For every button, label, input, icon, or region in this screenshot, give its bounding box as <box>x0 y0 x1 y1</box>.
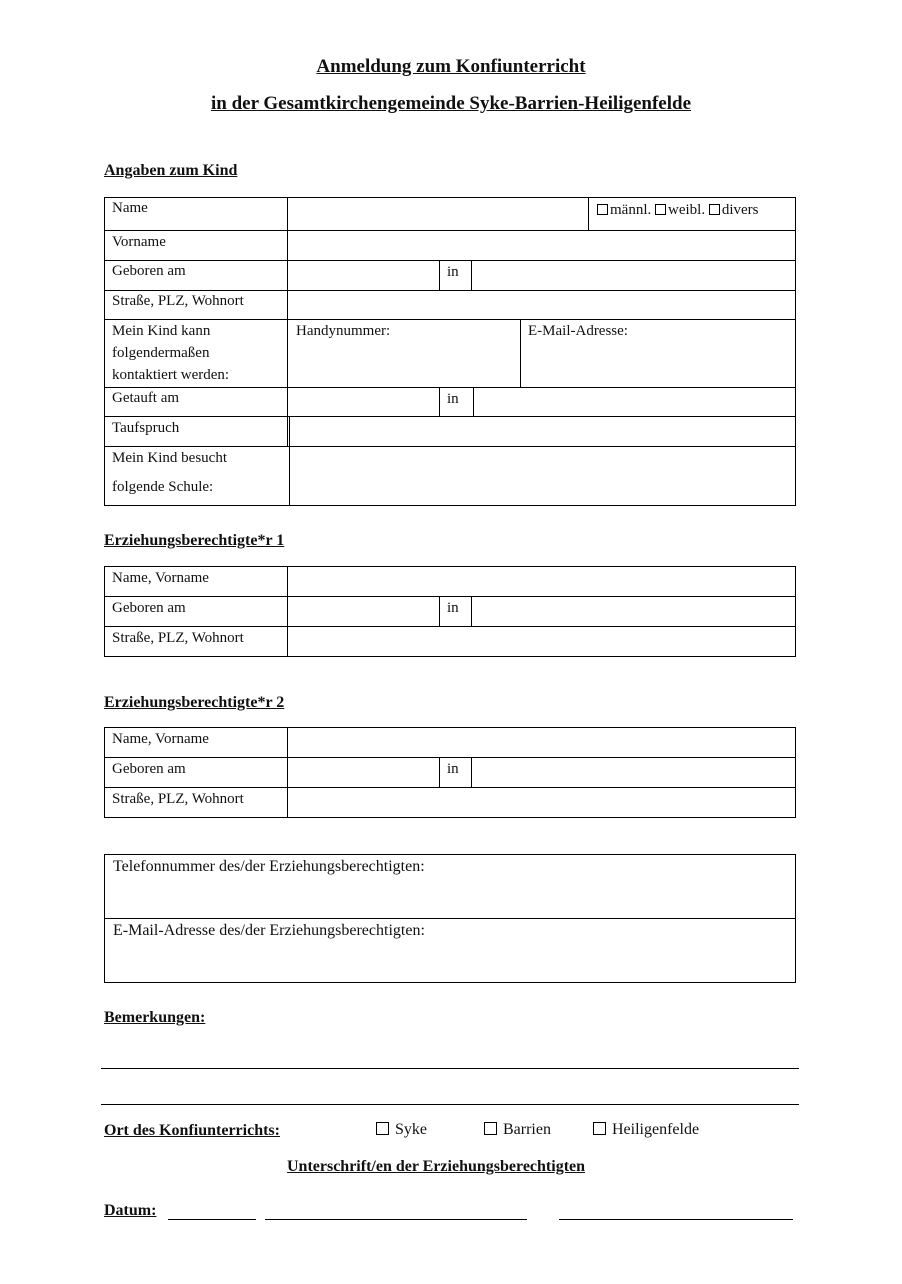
guardian2-address-field[interactable] <box>288 788 795 817</box>
child-baptism-verse-field[interactable] <box>290 417 795 446</box>
date-line[interactable] <box>168 1219 256 1220</box>
child-firstname-field[interactable] <box>288 231 795 260</box>
guardian2-name-field[interactable] <box>288 728 795 757</box>
child-school-label-1: Mein Kind besucht <box>112 450 227 466</box>
remarks-line-1[interactable] <box>101 1068 799 1069</box>
child-born-place-field[interactable] <box>472 261 795 290</box>
child-name-label: Name <box>112 200 148 216</box>
guardian1-section-heading: Erziehungsberechtigte*r 1 <box>104 532 285 549</box>
checkbox-icon <box>709 204 720 215</box>
child-contact-label-3: kontaktiert werden: <box>112 367 230 383</box>
location-option-heiligenfelde[interactable]: Heiligenfelde <box>593 1119 699 1141</box>
guardian2-born-label: Geboren am <box>112 761 186 777</box>
gender-option-male[interactable]: männl. <box>597 202 651 218</box>
child-mobile-label: Handynummer: <box>296 323 391 339</box>
location-label: Ort des Konfiunterrichts: <box>104 1122 280 1139</box>
signature-heading: Unterschrift/en der Erziehungsberechtigten <box>286 1158 586 1175</box>
date-label: Datum: <box>104 1202 157 1219</box>
remarks-line-2[interactable] <box>101 1104 799 1105</box>
child-email-label: E-Mail-Adresse: <box>528 323 628 339</box>
child-contact-label-2: folgendermaßen <box>112 345 210 361</box>
remarks-heading: Bemerkungen: <box>104 1009 206 1026</box>
gender-option-diverse[interactable]: divers <box>709 202 759 218</box>
child-school-field[interactable] <box>290 447 795 505</box>
child-baptism-verse-label: Taufspruch <box>112 420 180 436</box>
child-section-heading: Angaben zum Kind <box>104 162 238 179</box>
checkbox-icon <box>484 1122 497 1135</box>
child-email-field[interactable] <box>521 342 795 387</box>
guardian1-born-in-label: in <box>447 600 459 616</box>
guardian2-born-in-label: in <box>447 761 459 777</box>
child-baptized-place-field[interactable] <box>474 388 795 416</box>
guardian2-born-place-field[interactable] <box>472 758 795 787</box>
child-baptized-in-label: in <box>447 391 459 407</box>
guardian1-born-label: Geboren am <box>112 600 186 616</box>
guardian1-born-date-field[interactable] <box>288 597 439 626</box>
guardian2-name-label: Name, Vorname <box>112 731 209 747</box>
checkbox-icon <box>593 1122 606 1135</box>
signature-line-1[interactable] <box>265 1219 527 1220</box>
guardian-email-field[interactable] <box>105 944 795 982</box>
child-mobile-field[interactable] <box>288 342 520 387</box>
page-subtitle: in der Gesamtkirchengemeinde Syke-Barrien-Heiligenfelde <box>210 93 692 114</box>
child-born-in-label: in <box>447 264 459 280</box>
guardian1-name-field[interactable] <box>288 567 795 596</box>
guardian1-born-place-field[interactable] <box>472 597 795 626</box>
gender-option-female[interactable]: weibl. <box>655 202 705 218</box>
guardian1-address-label: Straße, PLZ, Wohnort <box>112 630 244 646</box>
guardian-phone-label: Telefonnummer des/der Erziehungsberechtigten: <box>113 858 425 875</box>
child-school-label-2: folgende Schule: <box>112 479 214 495</box>
child-baptized-date-field[interactable] <box>288 388 439 416</box>
child-firstname-label: Vorname <box>112 234 166 250</box>
child-address-label: Straße, PLZ, Wohnort <box>112 293 244 309</box>
child-baptized-label: Getauft am <box>112 390 180 406</box>
location-option-syke[interactable]: Syke <box>376 1119 427 1141</box>
page-title: Anmeldung zum Konfiunterricht <box>316 56 586 77</box>
child-name-field[interactable] <box>288 198 587 229</box>
guardian1-name-label: Name, Vorname <box>112 570 209 586</box>
gender-options <box>597 199 759 221</box>
child-born-label: Geboren am <box>112 263 186 279</box>
guardian2-address-label: Straße, PLZ, Wohnort <box>112 791 244 807</box>
guardian-phone-field[interactable] <box>105 880 795 917</box>
guardian-email-label: E-Mail-Adresse des/der Erziehungsberechtigten: <box>113 922 425 939</box>
checkbox-icon <box>597 204 608 215</box>
signature-line-2[interactable] <box>559 1219 793 1220</box>
child-address-field[interactable] <box>288 291 795 319</box>
guardian2-born-date-field[interactable] <box>288 758 439 787</box>
guardian2-section-heading: Erziehungsberechtigte*r 2 <box>104 694 285 711</box>
child-contact-label-1: Mein Kind kann <box>112 323 211 339</box>
child-born-date-field[interactable] <box>288 261 439 290</box>
checkbox-icon <box>655 204 666 215</box>
guardian1-address-field[interactable] <box>288 627 795 656</box>
checkbox-icon <box>376 1122 389 1135</box>
location-option-barrien[interactable]: Barrien <box>484 1119 551 1141</box>
